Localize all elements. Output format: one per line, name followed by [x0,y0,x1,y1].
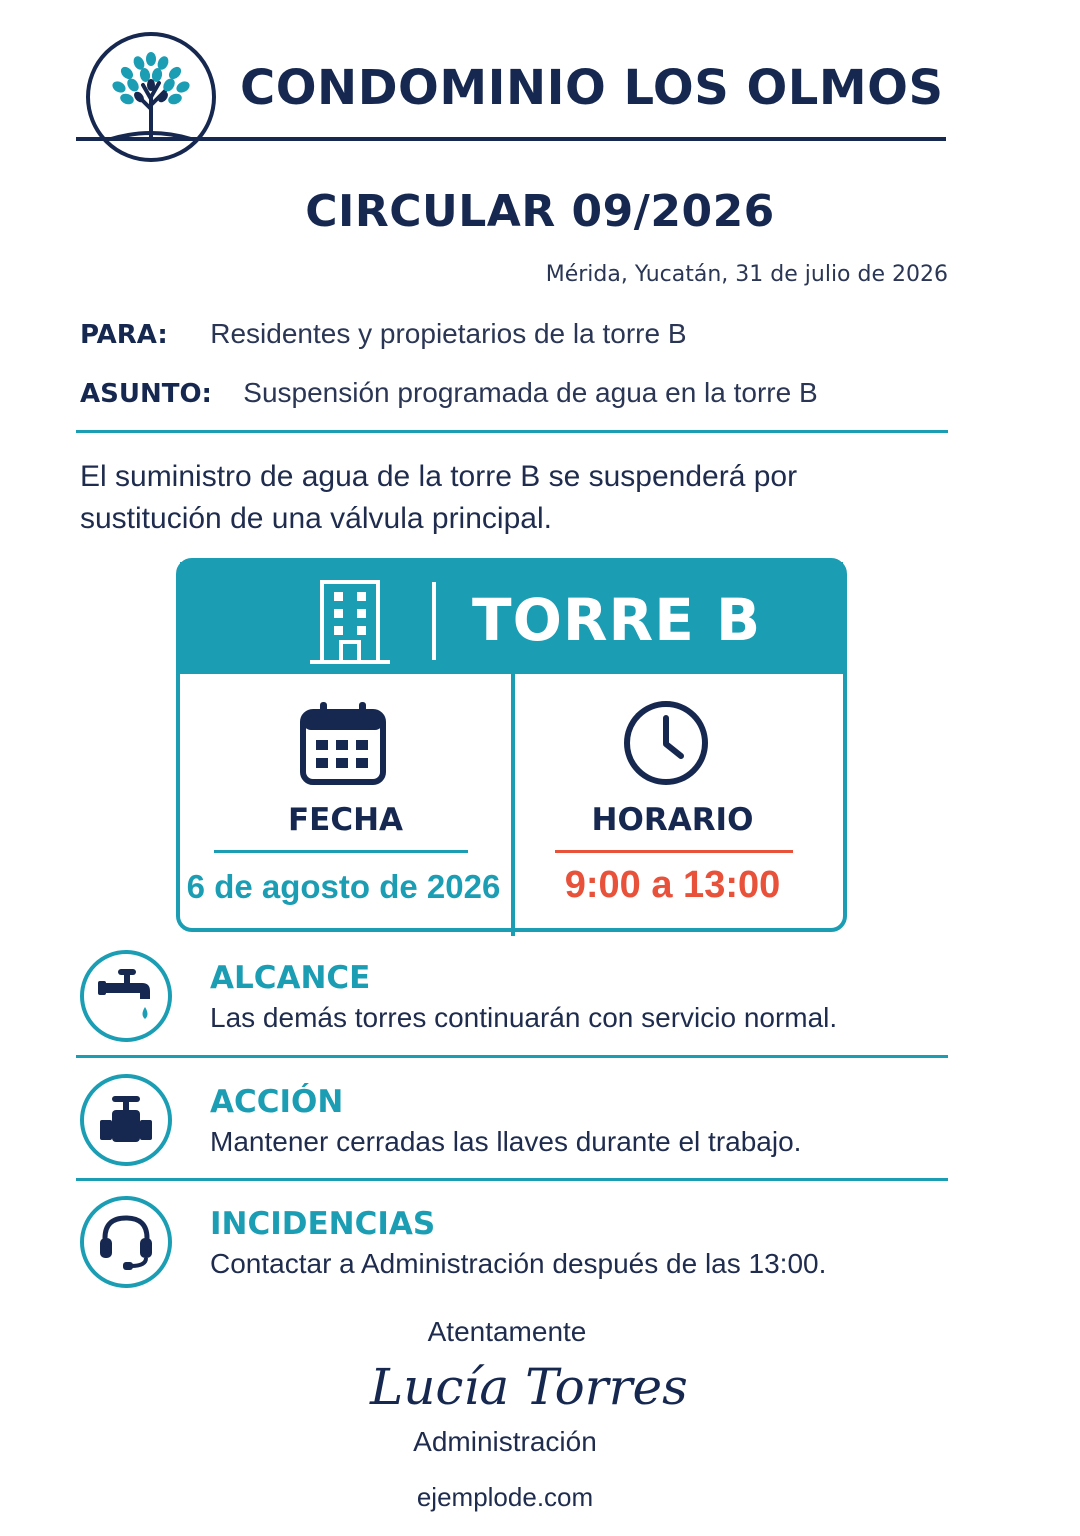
time-label: HORARIO [591,802,754,838]
date-label: FECHA [287,802,404,838]
incidencias-title: INCIDENCIAS [210,1206,436,1242]
organization-name: CONDOMINIO LOS OLMOS [240,60,944,116]
tower-name: TORRE B [472,586,762,654]
header-divider [76,137,946,141]
tree-icon [103,47,199,147]
asunto-value: Suspensión programada de agua en la torre B [243,377,818,408]
accion-icon-circle [80,1074,172,1166]
time-underline [555,850,793,853]
info-item-alcance [80,950,948,1070]
place-date: Mérida, Yucatán, 31 de julio de 2026 [545,262,948,287]
section-divider [76,430,948,433]
time-cell [515,674,846,932]
date-value: 6 de agosto de 2026 [186,868,501,905]
building-icon [308,578,392,666]
valve-icon [98,1094,154,1146]
incidencias-icon-circle [80,1196,172,1288]
website-url: ejemplode.com [416,1482,594,1512]
alcance-icon-circle [80,950,172,1042]
incidencias-text: Contactar a Administración después de las 13:00. [210,1248,827,1279]
para-label: PARA: [80,320,168,350]
circular-title: CIRCULAR 09/2026 [305,186,775,237]
date-cell [180,674,511,932]
asunto-label: ASUNTO: [80,379,212,409]
signer-role: Administración [413,1426,597,1457]
calendar-icon [298,700,388,786]
asunto-row [80,377,818,409]
accion-text: Mantener cerradas las llaves durante el trabajo. [210,1126,802,1157]
para-row [80,318,687,350]
accion-title: ACCIÓN [210,1084,344,1120]
faucet-icon [98,965,154,1027]
para-value: Residentes y propietarios de la torre B [210,318,687,349]
header-separator [432,582,436,660]
handwritten-signature [350,1342,688,1422]
info-item-incidencias [80,1196,948,1316]
headset-icon [97,1212,155,1272]
clock-icon [621,698,711,788]
alcance-text: Las demás torres continuarán con servicio normal. [210,1002,838,1033]
time-value: 9:00 a 13:00 [564,864,781,906]
closing-text: Atentamente [427,1316,587,1347]
item-divider [76,1055,948,1058]
item-divider [76,1178,948,1181]
date-underline [214,850,468,853]
condominium-logo [86,32,216,162]
intro-paragraph: El suministro de agua de la torre B se suspenderá por sustitución de una válvula principal. [80,460,798,535]
info-item-accion [80,1074,948,1194]
schedule-card [176,558,847,932]
card-header [180,562,843,674]
signature-text: Lucía Torres [370,1358,688,1416]
alcance-title: ALCANCE [210,960,371,996]
